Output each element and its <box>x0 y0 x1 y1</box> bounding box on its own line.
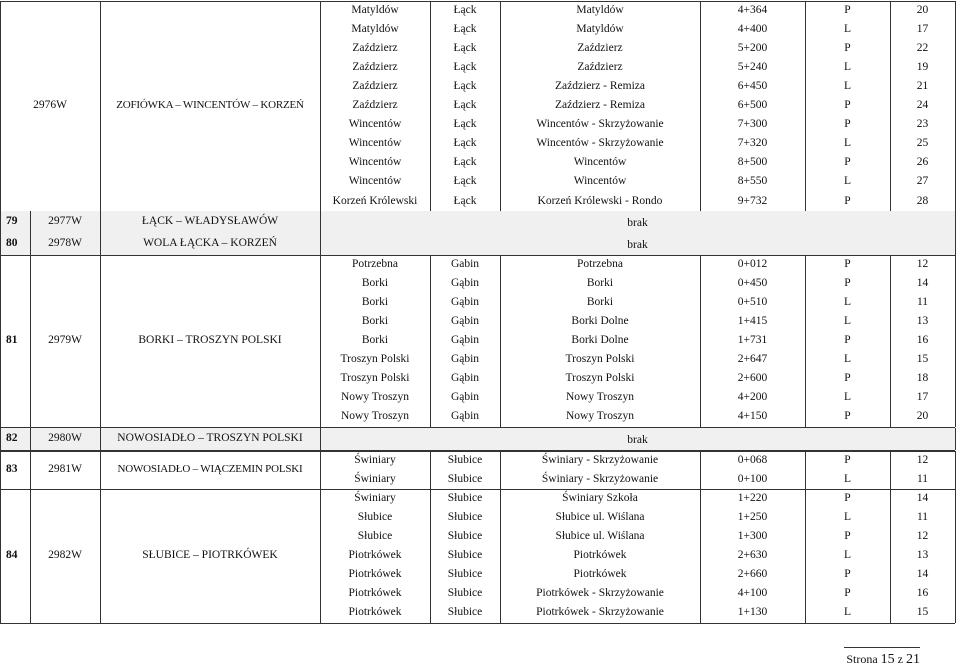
cell-side: P <box>844 3 851 16</box>
cell-stop-number: 28 <box>916 194 929 207</box>
cell-kilometer: 0+450 <box>737 276 768 289</box>
road-number: 82 <box>6 432 18 444</box>
cell-commune: Łąck <box>453 3 477 16</box>
column-divider <box>700 489 701 623</box>
column-divider <box>500 489 501 623</box>
cell-stop-name: Zaździerz - Remiza <box>554 79 646 92</box>
cell-kilometer: 8+500 <box>737 156 768 169</box>
cell-commune: Słubice <box>447 491 483 504</box>
cell-locality: Słubice <box>357 510 393 523</box>
column-divider <box>30 489 31 623</box>
cell-commune: Gąbin <box>450 410 480 423</box>
cell-locality: Wincentów <box>348 175 402 188</box>
cell-commune: Łąck <box>453 137 477 150</box>
cell-side: P <box>844 587 851 600</box>
cell-kilometer: 9+732 <box>737 194 768 207</box>
cell-commune: Łąck <box>453 175 477 188</box>
cell-side: P <box>844 453 851 466</box>
cell-kilometer: 7+300 <box>737 118 768 131</box>
column-divider <box>890 451 891 489</box>
cell-stop-name: Nowy Troszyn <box>565 391 635 404</box>
column-divider <box>890 489 891 623</box>
cell-stop-number: 23 <box>916 118 929 131</box>
cell-commune: Gąbin <box>450 353 480 366</box>
cell-side: L <box>843 79 852 92</box>
column-divider <box>430 489 431 623</box>
column-divider <box>700 1 701 211</box>
cell-commune: Słubice <box>447 568 483 581</box>
cell-stop-number: 15 <box>916 353 929 366</box>
column-divider <box>955 1 956 211</box>
cell-kilometer: 2+647 <box>737 353 768 366</box>
cell-commune: Słubice <box>447 606 483 619</box>
cell-locality: Zaździerz <box>352 79 398 92</box>
column-divider <box>955 211 956 233</box>
cell-locality: Piotrkówek <box>348 587 402 600</box>
road-name: WOLA ŁĄCKA – KORZEŃ <box>143 237 277 250</box>
cell-side: P <box>844 99 851 112</box>
cell-commune: Gąbin <box>450 372 480 385</box>
footer-page-number: 15 <box>880 652 895 667</box>
column-divider <box>700 451 701 489</box>
cell-locality: Świniary <box>354 491 396 504</box>
cell-commune: Łąck <box>453 79 477 92</box>
cell-side: L <box>843 353 852 366</box>
cell-stop-number: 21 <box>916 79 929 92</box>
cell-stop-name: Świniary Szkoła <box>562 491 638 504</box>
cell-stop-name: Zaździerz - Remiza <box>554 99 646 112</box>
road-code: 2981W <box>48 463 82 476</box>
cell-locality: Wincentów <box>348 118 402 131</box>
column-divider <box>955 489 956 623</box>
cell-side: P <box>844 156 851 169</box>
column-divider <box>100 255 101 427</box>
column-divider <box>30 428 31 450</box>
column-divider <box>500 255 501 427</box>
cell-stop-name: Matyldów <box>576 3 624 16</box>
cell-side: L <box>843 137 852 150</box>
road-number: 81 <box>6 334 18 347</box>
road-name: BORKI – TROSZYN POLSKI <box>138 334 282 347</box>
cell-stop-number: 11 <box>916 295 929 308</box>
column-divider <box>955 428 956 450</box>
cell-commune: Słubice <box>447 549 483 562</box>
cell-stop-number: 13 <box>916 314 929 327</box>
cell-kilometer: 4+400 <box>737 22 768 35</box>
road-name: ŁĄCK – WŁADYSŁAWÓW <box>141 215 279 228</box>
cell-stop-name: Piotrkówek <box>573 568 627 581</box>
cell-kilometer: 6+450 <box>737 79 768 92</box>
no-stops-label: brak <box>627 434 648 446</box>
cell-stop-number: 24 <box>916 99 929 112</box>
cell-stop-name: Słubice ul. Wiślana <box>555 510 645 523</box>
cell-stop-name: Nowy Troszyn <box>565 410 635 423</box>
cell-stop-name: Borki <box>586 295 614 308</box>
column-divider <box>100 451 101 489</box>
column-divider <box>890 255 891 427</box>
footer-label: Strona <box>846 652 878 666</box>
column-divider <box>955 233 956 255</box>
cell-locality: Potrzebna <box>352 257 398 270</box>
column-divider <box>100 428 101 450</box>
footer-total-pages: 21 <box>906 652 920 667</box>
cell-kilometer: 0+100 <box>737 472 768 485</box>
cell-stop-number: 12 <box>916 453 929 466</box>
cell-stop-name: Korzeń Królewski - Rondo <box>537 194 663 207</box>
cell-kilometer: 1+300 <box>737 529 768 542</box>
column-divider <box>100 1 101 211</box>
cell-kilometer: 0+510 <box>737 295 768 308</box>
cell-commune: Słubice <box>447 510 483 523</box>
cell-side: P <box>844 410 851 423</box>
cell-commune: Gąbin <box>450 391 480 404</box>
road-code: 2977W <box>48 215 82 228</box>
column-divider <box>320 233 321 255</box>
column-divider <box>320 1 321 211</box>
cell-stop-name: Wincentów <box>573 175 627 188</box>
road-number: 83 <box>6 463 18 476</box>
cell-kilometer: 1+250 <box>737 510 768 523</box>
cell-stop-number: 19 <box>916 60 929 73</box>
cell-stop-number: 12 <box>916 529 929 542</box>
row-divider <box>0 1 955 2</box>
cell-side: L <box>843 549 852 562</box>
cell-side: P <box>844 276 851 289</box>
road-code: 2982W <box>48 549 82 562</box>
cell-kilometer: 1+220 <box>737 491 768 504</box>
column-divider <box>500 451 501 489</box>
cell-kilometer: 2+600 <box>737 372 768 385</box>
cell-locality: Piotrkówek <box>348 549 402 562</box>
cell-side: L <box>843 606 852 619</box>
cell-commune: Słubice <box>447 453 483 466</box>
cell-side: L <box>843 314 852 327</box>
column-divider <box>805 489 806 623</box>
road-code: 2979W <box>48 334 82 347</box>
column-divider <box>500 1 501 211</box>
cell-kilometer: 5+240 <box>737 60 768 73</box>
cell-stop-name: Borki Dolne <box>571 334 629 347</box>
column-divider <box>100 233 101 255</box>
cell-stop-name: Borki Dolne <box>571 314 629 327</box>
cell-kilometer: 2+630 <box>737 549 768 562</box>
cell-commune: Słubice <box>447 472 483 485</box>
column-divider <box>805 1 806 211</box>
cell-locality: Wincentów <box>348 137 402 150</box>
cell-stop-number: 27 <box>916 175 929 188</box>
cell-stop-name: Matyldów <box>576 22 624 35</box>
row-divider <box>0 623 955 624</box>
cell-stop-number: 15 <box>916 606 929 619</box>
cell-commune: Słubice <box>447 587 483 600</box>
no-stops-label: brak <box>627 217 648 230</box>
cell-commune: Gabin <box>450 257 480 270</box>
cell-stop-number: 16 <box>916 587 929 600</box>
cell-kilometer: 4+364 <box>737 3 768 16</box>
cell-side: L <box>843 295 852 308</box>
cell-side: L <box>843 22 852 35</box>
cell-stop-number: 17 <box>916 22 929 35</box>
cell-locality: Borki <box>361 295 389 308</box>
cell-stop-name: Zaździerz <box>577 41 623 54</box>
column-divider <box>30 255 31 427</box>
cell-locality: Korzeń Królewski <box>332 194 418 207</box>
row-divider <box>0 489 955 490</box>
column-divider <box>0 211 1 233</box>
cell-stop-number: 12 <box>916 257 929 270</box>
cell-side: L <box>843 60 852 73</box>
cell-side: P <box>844 529 851 542</box>
cell-stop-name: Borki <box>586 276 614 289</box>
column-divider <box>955 255 956 427</box>
cell-locality: Zaździerz <box>352 99 398 112</box>
cell-locality: Zaździerz <box>352 41 398 54</box>
cell-stop-number: 16 <box>916 334 929 347</box>
column-divider <box>430 451 431 489</box>
cell-stop-number: 11 <box>916 510 929 523</box>
row-divider <box>0 255 955 256</box>
road-code: 2980W <box>48 432 82 444</box>
cell-side: P <box>844 568 851 581</box>
road-number: 79 <box>6 215 18 228</box>
cell-commune: Słubice <box>447 529 483 542</box>
page-footer <box>846 652 920 668</box>
cell-side: P <box>844 372 851 385</box>
column-divider <box>805 451 806 489</box>
column-divider <box>890 1 891 211</box>
cell-stop-name: Świniary - Skrzyżowanie <box>541 453 659 466</box>
cell-side: P <box>844 118 851 131</box>
column-divider <box>430 1 431 211</box>
cell-stop-name: Piotrkówek <box>573 549 627 562</box>
cell-kilometer: 4+200 <box>737 391 768 404</box>
cell-stop-name: Troszyn Polski <box>565 353 635 366</box>
column-divider <box>100 211 101 233</box>
cell-kilometer: 1+130 <box>737 606 768 619</box>
cell-side: L <box>843 175 852 188</box>
cell-kilometer: 6+500 <box>737 99 768 112</box>
cell-locality: Troszyn Polski <box>340 372 410 385</box>
cell-commune: Łąck <box>453 22 477 35</box>
cell-kilometer: 0+012 <box>737 257 768 270</box>
cell-stop-name: Słubice ul. Wiślana <box>555 529 645 542</box>
column-divider <box>30 211 31 233</box>
cell-stop-number: 20 <box>916 410 929 423</box>
column-divider <box>320 489 321 623</box>
cell-kilometer: 4+100 <box>737 587 768 600</box>
cell-stop-number: 11 <box>916 472 929 485</box>
road-number: 80 <box>6 237 18 250</box>
cell-kilometer: 8+550 <box>737 175 768 188</box>
cell-stop-number: 14 <box>916 491 929 504</box>
cell-stop-name: Zaździerz <box>577 60 623 73</box>
cell-commune: Gąbin <box>450 314 480 327</box>
cell-stop-number: 14 <box>916 276 929 289</box>
cell-commune: Łąck <box>453 60 477 73</box>
cell-commune: Gąbin <box>450 295 480 308</box>
cell-commune: Gąbin <box>450 276 480 289</box>
cell-locality: Zaździerz <box>352 60 398 73</box>
cell-side: P <box>844 194 851 207</box>
cell-stop-name: Piotrkówek - Skrzyżowanie <box>536 606 664 619</box>
cell-locality: Świniary <box>354 453 396 466</box>
no-stops-label: brak <box>627 239 648 252</box>
cell-stop-number: 25 <box>916 137 929 150</box>
road-number: 84 <box>6 549 18 562</box>
column-divider <box>0 451 1 489</box>
column-divider <box>320 255 321 427</box>
cell-locality: Matyldów <box>351 3 399 16</box>
column-divider <box>0 233 1 255</box>
cell-commune: Łąck <box>453 118 477 131</box>
road-name: ZOFIÓWKA – WINCENTÓW – KORZEŃ <box>116 99 304 112</box>
footer-of: z <box>897 652 903 666</box>
cell-kilometer: 5+200 <box>737 41 768 54</box>
cell-locality: Świniary <box>354 472 396 485</box>
cell-stop-name: Świniary - Skrzyżowanie <box>541 472 659 485</box>
cell-locality: Borki <box>361 314 389 327</box>
cell-locality: Troszyn Polski <box>340 353 410 366</box>
road-name: NOWOSIADŁO – WIĄCZEMIN POLSKI <box>117 463 303 476</box>
column-divider <box>430 255 431 427</box>
column-divider <box>30 451 31 489</box>
cell-stop-number: 13 <box>916 549 929 562</box>
cell-stop-number: 17 <box>916 391 929 404</box>
cell-commune: Łąck <box>453 156 477 169</box>
cell-locality: Piotrkówek <box>348 606 402 619</box>
cell-locality: Wincentów <box>348 156 402 169</box>
cell-kilometer: 1+415 <box>737 314 768 327</box>
cell-kilometer: 0+068 <box>737 453 768 466</box>
cell-side: P <box>844 257 851 270</box>
cell-stop-name: Wincentów - Skrzyżowanie <box>536 137 664 150</box>
column-divider <box>0 428 1 450</box>
column-divider <box>320 211 321 233</box>
cell-side: P <box>844 334 851 347</box>
road-name: SŁUBICE – PIOTRKÓWEK <box>142 549 278 562</box>
cell-commune: Łąck <box>453 194 477 207</box>
column-divider <box>320 428 321 450</box>
cell-stop-name: Potrzebna <box>577 257 623 270</box>
column-divider <box>320 451 321 489</box>
road-code: 2976W <box>33 99 67 112</box>
cell-stop-name: Troszyn Polski <box>565 372 635 385</box>
column-divider <box>0 489 1 623</box>
column-divider <box>0 255 1 427</box>
column-divider <box>700 255 701 427</box>
cell-stop-name: Wincentów <box>573 156 627 169</box>
cell-kilometer: 1+731 <box>737 334 768 347</box>
road-name: NOWOSIADŁO – TROSZYN POLSKI <box>117 432 303 444</box>
cell-kilometer: 7+320 <box>737 137 768 150</box>
cell-stop-number: 18 <box>916 372 929 385</box>
cell-stop-number: 22 <box>916 41 929 54</box>
column-divider <box>955 451 956 489</box>
cell-locality: Matyldów <box>351 22 399 35</box>
road-code: 2978W <box>48 237 82 250</box>
cell-stop-name: Wincentów - Skrzyżowanie <box>536 118 664 131</box>
cell-stop-name: Piotrkówek - Skrzyżowanie <box>536 587 664 600</box>
column-divider <box>100 489 101 623</box>
cell-side: L <box>843 510 852 523</box>
cell-locality: Borki <box>361 334 389 347</box>
cell-commune: Łąck <box>453 41 477 54</box>
cell-locality: Piotrkówek <box>348 568 402 581</box>
row-divider <box>0 451 955 452</box>
cell-locality: Nowy Troszyn <box>340 410 410 423</box>
cell-side: P <box>844 41 851 54</box>
cell-side: L <box>843 472 852 485</box>
cell-locality: Słubice <box>357 529 393 542</box>
cell-commune: Gąbin <box>450 334 480 347</box>
cell-commune: Łąck <box>453 99 477 112</box>
column-divider <box>30 233 31 255</box>
cell-stop-number: 20 <box>916 3 929 16</box>
cell-side: L <box>843 391 852 404</box>
cell-locality: Borki <box>361 276 389 289</box>
cell-side: P <box>844 491 851 504</box>
cell-locality: Nowy Troszyn <box>340 391 410 404</box>
cell-kilometer: 4+150 <box>737 410 768 423</box>
cell-kilometer: 2+660 <box>737 568 768 581</box>
column-divider <box>0 1 1 211</box>
cell-stop-number: 14 <box>916 568 929 581</box>
column-divider <box>805 255 806 427</box>
footer-divider <box>844 647 920 648</box>
cell-stop-number: 26 <box>916 156 929 169</box>
